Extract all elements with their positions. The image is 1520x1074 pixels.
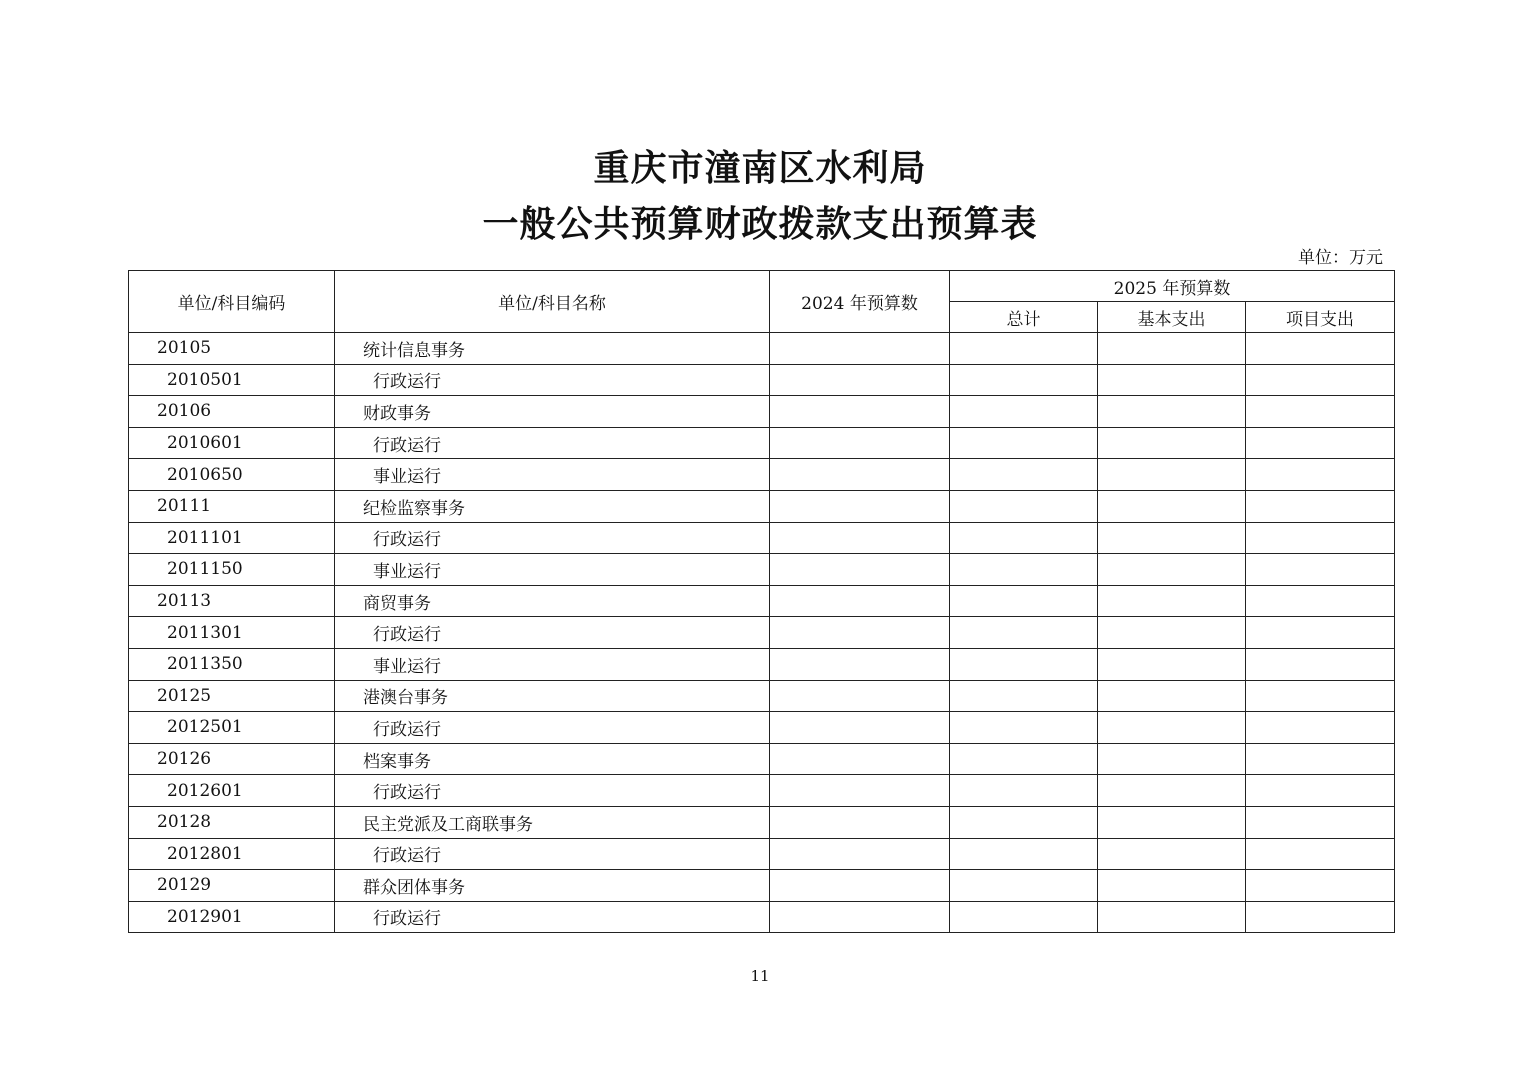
row-basic [1098,396,1246,428]
row-project [1246,364,1395,396]
row-name: 行政运行 [335,712,770,744]
row-code: 2010650 [129,459,335,491]
row-project [1246,522,1395,554]
row-total [950,522,1098,554]
row-project [1246,396,1395,428]
row-code: 20129 [129,870,335,902]
row-budget-2024 [770,648,950,680]
table-row [129,585,1395,617]
row-code: 20105 [129,333,335,365]
row-basic [1098,554,1246,586]
unit-label: 单位：万元 [1298,248,1383,268]
row-basic [1098,838,1246,870]
row-total [950,333,1098,365]
table-row [129,459,1395,491]
row-code: 2012801 [129,838,335,870]
row-code: 2012501 [129,712,335,744]
table-row [129,333,1395,365]
row-code: 2010501 [129,364,335,396]
table-row [129,648,1395,680]
table-row [129,838,1395,870]
row-project [1246,901,1395,933]
row-code: 2011101 [129,522,335,554]
row-total [950,490,1098,522]
row-total [950,680,1098,712]
row-code: 20106 [129,396,335,428]
row-budget-2024 [770,806,950,838]
row-project [1246,806,1395,838]
row-budget-2024 [770,459,950,491]
header-total: 总计 [950,302,1098,333]
budget-table [128,270,1395,933]
row-code: 2011150 [129,554,335,586]
row-code: 20113 [129,585,335,617]
row-total [950,585,1098,617]
table-row [129,554,1395,586]
row-basic [1098,775,1246,807]
table-row [129,806,1395,838]
row-project [1246,680,1395,712]
row-budget-2024 [770,680,950,712]
row-total [950,427,1098,459]
row-basic [1098,585,1246,617]
row-project [1246,459,1395,491]
row-budget-2024 [770,554,950,586]
row-name: 行政运行 [335,364,770,396]
row-code: 2012901 [129,901,335,933]
header-project: 项目支出 [1246,302,1395,333]
row-name: 民主党派及工商联事务 [335,806,770,838]
row-total [950,838,1098,870]
row-name: 事业运行 [335,554,770,586]
table-body [129,333,1395,933]
row-code: 20128 [129,806,335,838]
row-budget-2024 [770,490,950,522]
row-project [1246,648,1395,680]
row-name: 档案事务 [335,743,770,775]
row-name: 行政运行 [335,617,770,649]
row-total [950,648,1098,680]
row-name: 统计信息事务 [335,333,770,365]
row-total [950,743,1098,775]
row-name: 群众团体事务 [335,870,770,902]
header-name: 单位/科目名称 [335,271,770,333]
row-name: 事业运行 [335,459,770,491]
row-basic [1098,522,1246,554]
row-total [950,617,1098,649]
row-total [950,396,1098,428]
row-total [950,901,1098,933]
table-row [129,775,1395,807]
row-project [1246,490,1395,522]
table-row [129,870,1395,902]
row-budget-2024 [770,712,950,744]
row-name: 行政运行 [335,838,770,870]
table-row [129,396,1395,428]
table-row [129,522,1395,554]
table-row [129,680,1395,712]
row-budget-2024 [770,427,950,459]
row-name: 行政运行 [335,901,770,933]
row-code: 20125 [129,680,335,712]
row-total [950,712,1098,744]
row-project [1246,554,1395,586]
row-basic [1098,459,1246,491]
row-name: 财政事务 [335,396,770,428]
row-name: 商贸事务 [335,585,770,617]
row-total [950,870,1098,902]
document-title-line1: 重庆市潼南区水利局 [593,147,927,189]
row-total [950,806,1098,838]
page-number: 11 [750,967,770,985]
table-row [129,490,1395,522]
row-basic [1098,680,1246,712]
row-budget-2024 [770,585,950,617]
row-basic [1098,427,1246,459]
row-basic [1098,490,1246,522]
header-basic: 基本支出 [1098,302,1246,333]
row-total [950,775,1098,807]
row-project [1246,585,1395,617]
row-basic [1098,901,1246,933]
row-basic [1098,364,1246,396]
row-basic [1098,806,1246,838]
header-budget-2025: 2025 年预算数 [950,271,1395,302]
row-code: 20126 [129,743,335,775]
table-row [129,364,1395,396]
row-project [1246,427,1395,459]
row-name: 纪检监察事务 [335,490,770,522]
row-name: 行政运行 [335,522,770,554]
row-basic [1098,870,1246,902]
document-title-line2: 一般公共预算财政拨款支出预算表 [482,203,1038,245]
header-code: 单位/科目编码 [129,271,335,333]
row-project [1246,838,1395,870]
row-budget-2024 [770,333,950,365]
row-total [950,554,1098,586]
row-code: 20111 [129,490,335,522]
row-name: 港澳台事务 [335,680,770,712]
row-name: 行政运行 [335,427,770,459]
row-basic [1098,617,1246,649]
row-code: 2010601 [129,427,335,459]
row-code: 2011350 [129,648,335,680]
row-project [1246,743,1395,775]
row-project [1246,775,1395,807]
row-budget-2024 [770,775,950,807]
row-budget-2024 [770,838,950,870]
table-row [129,617,1395,649]
row-total [950,459,1098,491]
table-row [129,743,1395,775]
row-budget-2024 [770,901,950,933]
table-row [129,427,1395,459]
row-project [1246,712,1395,744]
header-budget-2024: 2024 年预算数 [770,271,950,333]
table-row [129,901,1395,933]
row-budget-2024 [770,522,950,554]
row-code: 2011301 [129,617,335,649]
row-name: 行政运行 [335,775,770,807]
row-code: 2012601 [129,775,335,807]
row-basic [1098,333,1246,365]
row-basic [1098,648,1246,680]
row-budget-2024 [770,396,950,428]
row-basic [1098,712,1246,744]
row-total [950,364,1098,396]
row-budget-2024 [770,743,950,775]
row-budget-2024 [770,870,950,902]
row-project [1246,617,1395,649]
row-budget-2024 [770,364,950,396]
table-row [129,712,1395,744]
row-project [1246,333,1395,365]
row-basic [1098,743,1246,775]
row-budget-2024 [770,617,950,649]
row-project [1246,870,1395,902]
row-name: 事业运行 [335,648,770,680]
